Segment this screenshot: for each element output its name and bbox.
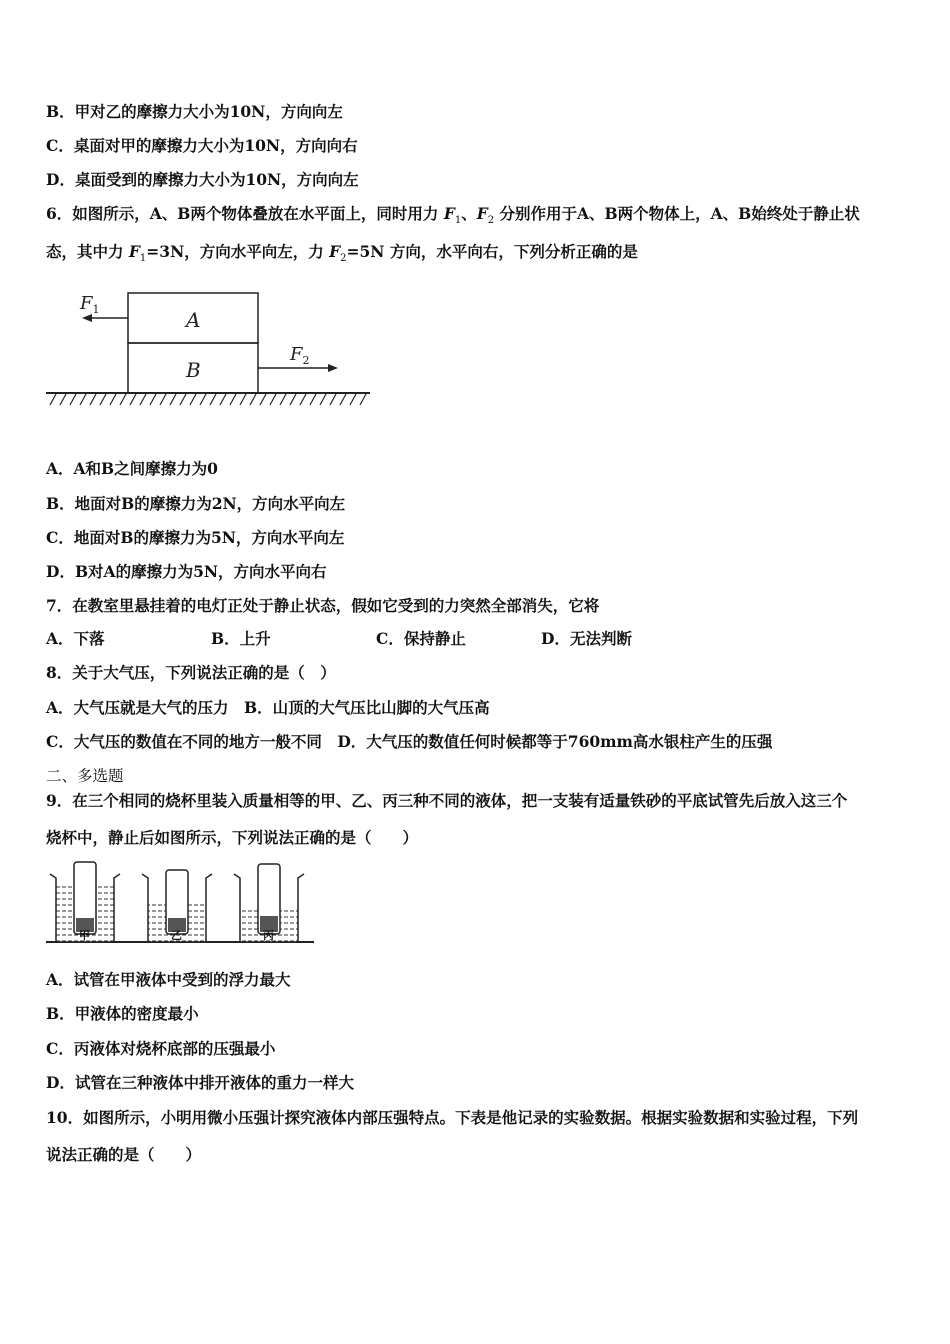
q9-stem-line1: 9．在三个相同的烧杯里装入质量相等的甲、乙、丙三种不同的液体，把一支装有适量铁砂的平底试管先后放入这三个 (46, 791, 848, 810)
q10-stem-line2: 说法正确的是（ ） (46, 1145, 202, 1164)
q6-stem-line1: 6．如图所示，A、B两个物体叠放在水平面上，同时用力 $F_1$、$F_2$ 分别作用于A、B两个物体上，A、B始终处于静止状 (46, 204, 860, 227)
q5-option-b: B．甲对乙的摩擦力大小为10N，方向向左 (46, 102, 343, 121)
arrowhead-f1-icon (82, 314, 92, 322)
q8-options-row1: A．大气压就是大气的压力 B．山顶的大气压比山脚的大气压高 (46, 698, 490, 717)
beaker-label-jia: 甲 (79, 929, 90, 942)
q9-stem-line2: 烧杯中，静止后如图所示，下列说法正确的是（ ） (46, 828, 419, 847)
q6-option-d: D．B对A的摩擦力为5N，方向水平向右 (46, 562, 327, 581)
q5-option-d: D．桌面受到的摩擦力大小为10N，方向向左 (46, 170, 359, 189)
q6-option-c: C．地面对B的摩擦力为5N，方向水平向左 (46, 528, 345, 547)
q8-options-row2: C．大气压的数值在不同的地方一般不同 D．大气压的数值任何时候都等于760mm高水银柱产生的压强 (46, 732, 773, 751)
section-heading-multiple-choice: 二、多选题 (46, 767, 124, 785)
q6-option-b: B．地面对B的摩擦力为2N，方向水平向左 (46, 494, 346, 513)
q7-option-d: D．无法判断 (541, 629, 632, 648)
label-f1: $F_1$ (80, 293, 100, 316)
q9-figure-beakers (44, 860, 316, 950)
q7-option-b: B．上升 (211, 629, 271, 648)
q9-option-c: C．丙液体对烧杯底部的压强最小 (46, 1039, 276, 1058)
beaker-bing (234, 864, 304, 942)
label-block-b: B (186, 358, 201, 382)
beaker-label-yi: 乙 (171, 929, 182, 942)
q6-figure-stacked-blocks (40, 285, 380, 415)
q9-option-a: A．试管在甲液体中受到的浮力最大 (46, 970, 291, 989)
beaker-yi (142, 870, 212, 942)
q6-stem-line2: 态，其中力 $F_1=3N$，方向水平向左，力 $F_2=5N$ 方向，水平向右，下列分析正确的是 (46, 242, 638, 265)
beaker-jia (50, 862, 120, 942)
arrowhead-f2-icon (328, 364, 338, 372)
beaker-label-bing: 丙 (263, 929, 274, 942)
q7-option-c: C．保持静止 (376, 629, 466, 648)
q5-option-c: C．桌面对甲的摩擦力大小为10N，方向向右 (46, 136, 358, 155)
q7-stem: 7．在教室里悬挂着的电灯正处于静止状态，假如它受到的力突然全部消失，它将 (46, 596, 600, 615)
q6-option-a: A．A和B之间摩擦力为0 (46, 459, 218, 478)
ground-hatching (50, 394, 366, 405)
label-f2: $F_2$ (290, 344, 310, 367)
q8-stem: 8．关于大气压，下列说法正确的是（ ） (46, 663, 336, 682)
q9-option-d: D．试管在三种液体中排开液体的重力一样大 (46, 1073, 354, 1092)
q7-option-a: A．下落 (46, 629, 105, 648)
q10-stem-line1: 10．如图所示，小明用微小压强计探究液体内部压强特点。下表是他记录的实验数据。根据实验数据和实验过程，下列 (46, 1108, 859, 1127)
label-block-a: A (186, 308, 201, 332)
q9-option-b: B．甲液体的密度最小 (46, 1004, 199, 1023)
